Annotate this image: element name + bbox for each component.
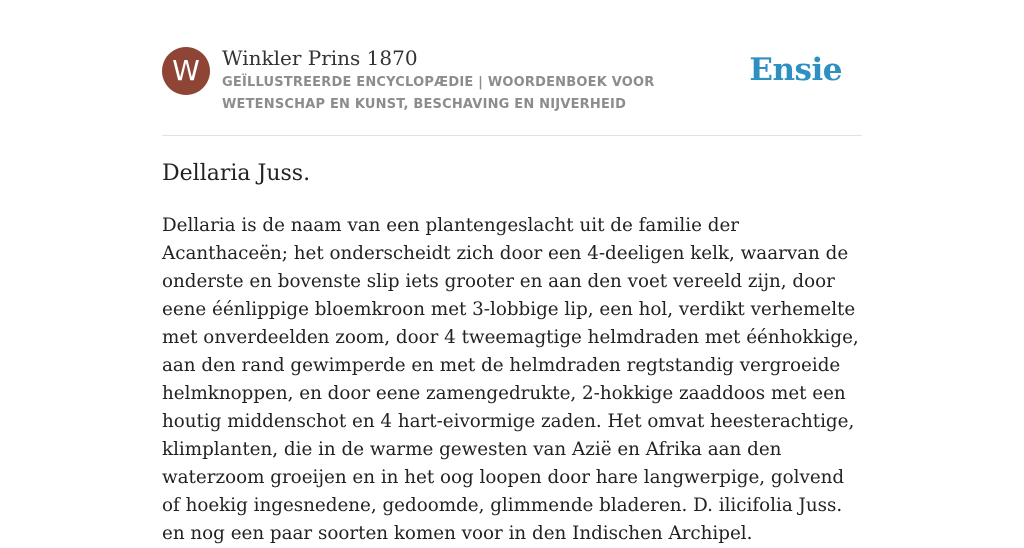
article-body: Dellaria is de naam van een plantengeslacht uit de familie der Acanthaceën; het onderscheidt zich door een 4-deeligen kelk, waarvan de onderste en bovenste slip iets grooter en aan den voet vereeld zijn, door eene éénlippige bloemkroon met 3-lobbige lip, een hol, verdikt verhemelte met onverdeelden zoom, door 4 tweemagtige helmdraden met éénhokkige, aan den rand gewimperde en met de helmdraden regtstandig vergroeide helmknoppen, en door eene zamengedrukte, 2-hokkige zaaddoos met een houtig middenschot en 4 hart-eivormige zaden. Het omvat heesterachtige, klimplanten, die in de warme gewesten van Azië en Afrika aan den waterzoom groeijen en in het oog loopen door hare langwerpige, golvend of hoekig ingesnedene, gedoomde, glimmende bladeren. D. ilicifolia Juss. en nog een paar soorten komen voor in den Indischen Archipel. <box>162 215 859 544</box>
page <box>162 0 862 544</box>
source-avatar[interactable]: W <box>162 47 210 95</box>
brand-logo[interactable]: Ensie <box>749 52 842 88</box>
article-title: Dellaria Juss. <box>162 161 311 186</box>
source-title[interactable]: Winkler Prins 1870 <box>222 46 418 70</box>
source-header <box>162 0 862 136</box>
source-subtitle: GEÏLLUSTREERDE ENCYCLOPÆDIE | WOORDENBOEK VOOR WETENSCHAP EN KUNST, BESCHAVING EN NIJVERHEID <box>222 75 655 112</box>
